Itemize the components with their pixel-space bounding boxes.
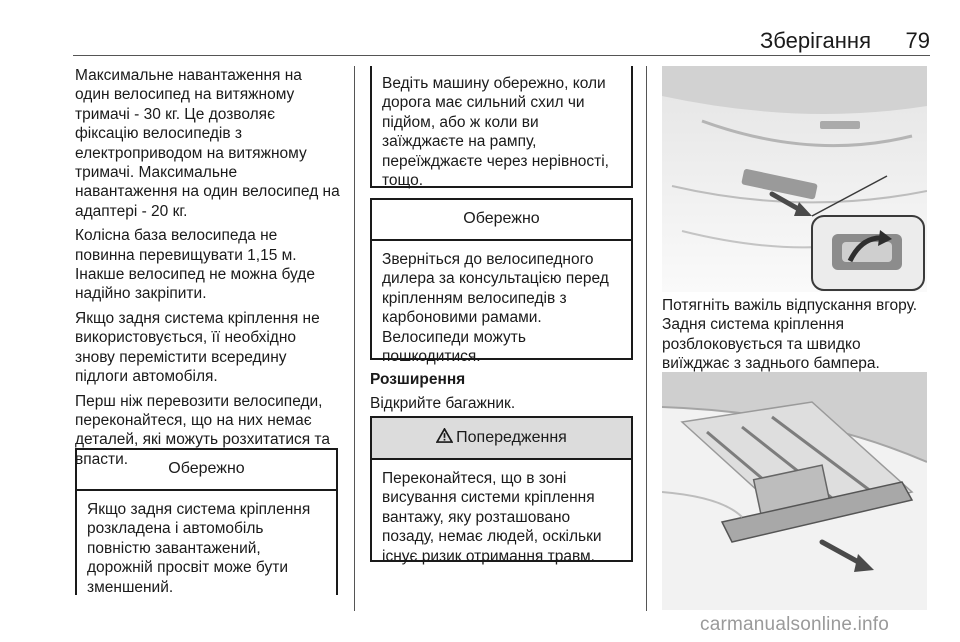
column-divider-1 — [354, 66, 355, 611]
page-number: 79 — [905, 28, 930, 53]
caution-box-2 — [370, 198, 633, 366]
column-1 — [75, 66, 340, 474]
paragraph: Максимальне навантаження на один велосипед на витяжному тримачі - 30 кг. Це дозволяє фіксацію велосипедів з електроприводом на витяжному тримачі. Максимальне навантаження на один велосипед на адаптері - 20 кг. — [75, 67, 340, 220]
extension-section — [370, 370, 633, 419]
caution-box-continued-body: Ведіть машину обережно, коли дорога має сильний схил чи підйом, або ж коли ви заїжджаєте на рампу, переїжджаєте через нерівності, тощо. — [382, 75, 609, 190]
page-title: Зберігання — [760, 28, 871, 53]
warning-box-header — [372, 418, 631, 460]
bumper-release-lever-illustration — [662, 66, 927, 292]
bike-carrier-extended-illustration — [662, 372, 927, 610]
caution-box-continued — [370, 66, 633, 188]
paragraph: Колісна база велосипеда не повинна перевищувати 1,15 м. Інакше велосипед не можна буде надійно закріпити. — [75, 227, 315, 303]
warning-box-body: Переконайтеся, що в зоні висування системи кріплення вантажу, яку розташовано позаду, немає людей, оскільки існує ризик отримання травм. — [382, 470, 602, 565]
watermark: carmanualsonline.info — [700, 614, 890, 635]
paragraph: Перш ніж перевозити велосипеди, переконайтеся, що на них немає деталей, які можуть розхитатися та впасти. — [75, 392, 330, 468]
caution-box-body: Зверніться до велосипедного дилера за консультацією перед кріпленням велосипедів з карбоновими рамами. Велосипеди можуть пошкодитися. — [382, 251, 609, 366]
section-heading: Розширення — [370, 371, 466, 388]
caution-box-1 — [75, 448, 338, 595]
column-divider-2 — [646, 66, 647, 611]
header-rule — [73, 55, 930, 56]
figure-caption: Потягніть важіль відпускання вгору. Задня система кріплення розблоковується та швидко виїжджає з заднього бампера. — [662, 297, 918, 373]
warning-box — [370, 416, 633, 565]
caution-box-title: Обережно — [77, 450, 336, 491]
caution-box-body: Якщо задня система кріплення розкладена і автомобіль повністю завантажений, дорожній просвіт може бути зменшений. — [87, 501, 311, 596]
warning-box-title: Попередження — [456, 429, 567, 446]
caution-box-title: Обережно — [372, 200, 631, 241]
warning-triangle-icon — [436, 428, 453, 443]
section-text: Відкрийте багажник. — [370, 395, 516, 413]
paragraph: Якщо задня система кріплення не використовується, її необхідно знову перемістити всередину підлоги автомобіля. — [75, 309, 320, 386]
